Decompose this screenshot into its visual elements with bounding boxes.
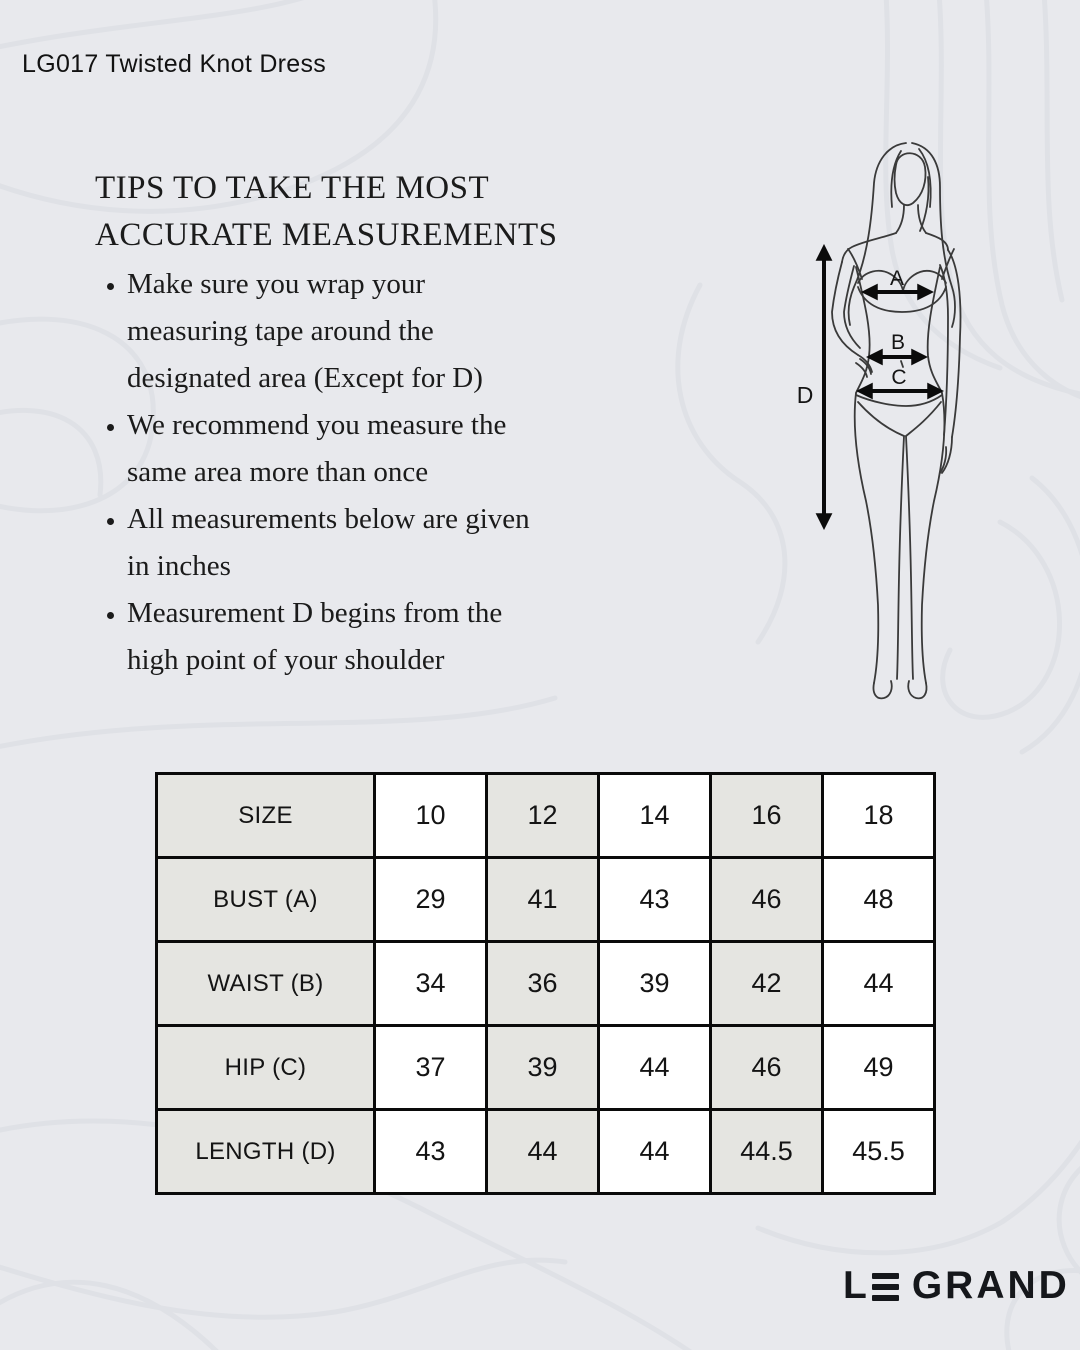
row-label-cell: SIZE — [157, 774, 375, 858]
value-cell: 18 — [823, 774, 935, 858]
value-cell: 14 — [599, 774, 711, 858]
table-row-hip — [157, 1026, 935, 1110]
value-cell: 41 — [487, 858, 599, 942]
value-cell: 39 — [599, 942, 711, 1026]
value-cell: 44 — [487, 1110, 599, 1194]
waist-label: B — [890, 331, 906, 354]
table-row-length — [157, 1110, 935, 1194]
value-cell: 12 — [487, 774, 599, 858]
brand-logo — [843, 1266, 1070, 1305]
value-cell: 10 — [375, 774, 487, 858]
value-cell: 49 — [823, 1026, 935, 1110]
row-label-cell: BUST (A) — [157, 858, 375, 942]
tip-item: • Measurement D begins from the high point of your shoulder — [127, 590, 545, 684]
value-cell: 39 — [487, 1026, 599, 1110]
tips-heading-line-1: TIPS TO TAKE THE MOST — [95, 170, 490, 206]
value-cell: 45.5 — [823, 1110, 935, 1194]
row-label-cell: WAIST (B) — [157, 942, 375, 1026]
size-chart-table — [155, 772, 936, 1195]
table-row-bust — [157, 858, 935, 942]
value-cell: 42 — [711, 942, 823, 1026]
value-cell: 16 — [711, 774, 823, 858]
hip-label: C — [891, 366, 907, 389]
tips-list — [95, 261, 545, 684]
tip-item: • We recommend you measure the same area more than once — [127, 402, 545, 496]
logo-letter-l: L — [843, 1264, 867, 1307]
length-label: D — [796, 382, 814, 408]
value-cell: 44.5 — [711, 1110, 823, 1194]
value-cell: 43 — [599, 858, 711, 942]
table-row-waist — [157, 942, 935, 1026]
value-cell: 46 — [711, 858, 823, 942]
table-row-size — [157, 774, 935, 858]
row-label-cell: LENGTH (D) — [157, 1110, 375, 1194]
logo-word-grand: GRAND — [911, 1264, 1070, 1307]
tips-section — [95, 165, 625, 684]
product-title: LG017 Twisted Knot Dress — [22, 50, 327, 78]
row-label-cell: HIP (C) — [157, 1026, 375, 1110]
measurement-figure — [780, 135, 1040, 715]
bust-label: A — [889, 267, 905, 290]
value-cell: 37 — [375, 1026, 487, 1110]
value-cell: 44 — [599, 1110, 711, 1194]
value-cell: 44 — [823, 942, 935, 1026]
value-cell: 29 — [375, 858, 487, 942]
tips-heading-line-2: ACCURATE MEASUREMENTS — [95, 217, 558, 253]
value-cell: 48 — [823, 858, 935, 942]
tip-item: • All measurements below are given in inches — [127, 496, 545, 590]
logo-e-bars-icon — [872, 1273, 899, 1301]
tips-heading — [95, 165, 625, 259]
value-cell: 46 — [711, 1026, 823, 1110]
value-cell: 36 — [487, 942, 599, 1026]
value-cell: 44 — [599, 1026, 711, 1110]
value-cell: 34 — [375, 942, 487, 1026]
tip-item: • Make sure you wrap your measuring tape around the designated area (Except for D) — [127, 261, 545, 402]
value-cell: 43 — [375, 1110, 487, 1194]
female-figure-illustration — [832, 143, 961, 698]
